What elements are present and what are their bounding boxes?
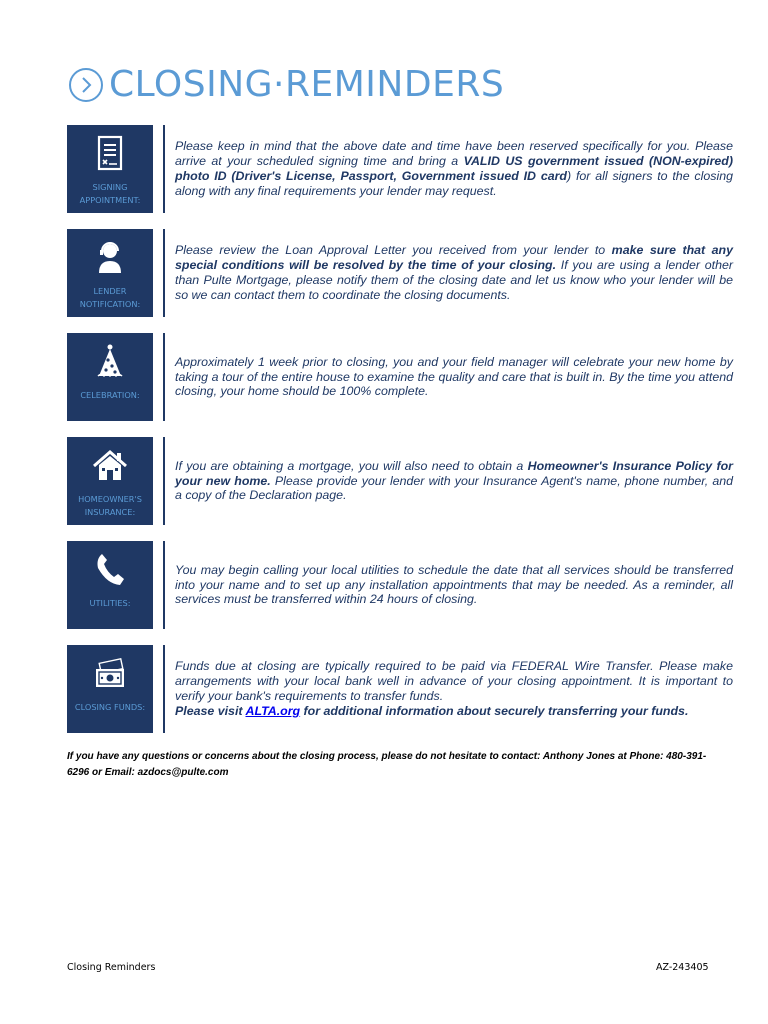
page-title <box>69 62 504 108</box>
house-icon <box>91 437 129 491</box>
phone-icon <box>93 541 127 595</box>
reminder-text <box>175 541 733 629</box>
reminder-label <box>78 493 142 518</box>
reminder-row <box>67 645 737 733</box>
reminder-label-line: HOMEOWNER'S <box>78 494 142 504</box>
reminder-icon-box <box>67 229 153 317</box>
divider <box>163 229 165 317</box>
body-text: If you are using a lender other than Pulte Mortgage, please notify them of the closing date and let us know who your lender will be so we can contact them to coordinate the closing documents. <box>175 258 733 302</box>
reminder-icon-box <box>67 437 153 525</box>
chevron-right-icon <box>69 68 103 102</box>
body-text: You may begin calling your local utilities to schedule the date that all services should be transferred into your name and to set up any installation appointments that may be needed. As a reminder, all services must be transferred within 24 hours of closing. <box>175 562 733 607</box>
divider <box>163 125 165 213</box>
reminder-label <box>80 181 141 206</box>
body-text: Approximately 1 week prior to closing, you and your field manager will celebrate your new home by taking a tour of the entire house to examine the quality and care that is built in. By the time you attend closing, your home should be 100% complete. <box>175 354 733 399</box>
reminder-row <box>67 333 737 421</box>
reminder-icon-box <box>67 541 153 629</box>
reminder-label-line: SIGNING <box>92 182 128 192</box>
contact-note: If you have any questions or concerns about the closing process, please do not hesitate to contact: Anthony Jones at Phone: 480-391-6296 or Email: azdocs@pulte.com <box>67 751 707 778</box>
body-text: Please visit <box>175 703 246 718</box>
reminder-label-line: APPOINTMENT: <box>79 194 141 205</box>
divider <box>163 333 165 421</box>
reminder-text <box>175 437 733 525</box>
body-text: Please review the Loan Approval Letter you received from your lender to <box>175 243 612 258</box>
party-hat-icon <box>93 333 127 387</box>
reminder-label-line: NOTIFICATION: <box>79 298 141 309</box>
reminder-label-line: CELEBRATION: <box>80 390 140 400</box>
divider <box>163 437 165 525</box>
body-text: Funds due at closing are typically required to be paid via FEDERAL Wire Transfer. Please make arrangements with your local bank well in advance of your closing appointment. It is important to verify your bank's requirements to transfer funds. <box>175 659 733 703</box>
reminder-row <box>67 125 737 213</box>
body-text: Please keep in mind that the above date and time have been reserved specifically for you. Please arrive at your scheduled signing time and bring a <box>175 139 733 169</box>
footer-title: Closing Reminders <box>67 962 156 973</box>
reminder-text <box>175 125 733 213</box>
reminder-text <box>175 645 733 733</box>
title-text: CLOSING·REMINDERS <box>109 64 505 105</box>
reminder-label-line: LENDER <box>93 286 127 296</box>
reminder-label <box>80 285 141 310</box>
body-text: Please provide your lender with your Insurance Agent's name, phone number, and a copy of the Declaration page. <box>175 473 733 503</box>
divider <box>163 645 165 733</box>
reminder-label-line: UTILITIES: <box>89 598 131 608</box>
reminder-icon-box <box>67 645 153 733</box>
body-text: ) for all signers to the closing along with any final requirements your lender may request. <box>175 169 733 198</box>
money-icon <box>91 645 129 699</box>
reminder-label <box>80 389 139 402</box>
emphasis-text: make sure that any special conditions will be resolved by the time of your closing. <box>175 243 733 273</box>
reminder-row <box>67 437 737 525</box>
reminder-icon-box <box>67 125 153 213</box>
body-text: If you are obtaining a mortgage, you will also need to obtain a <box>175 458 528 473</box>
reminder-label <box>75 701 145 714</box>
footer-doc-id: AZ-243405 <box>656 962 709 973</box>
reminder-label-line: CLOSING FUNDS: <box>74 702 146 712</box>
reminder-text <box>175 229 733 317</box>
reminder-row <box>67 541 737 629</box>
emphasis-text: Homeowner's Insurance Policy for your new home. <box>175 458 733 488</box>
emphasis-text: VALID US government issued (NON-expired) photo ID (Driver's License, Passport, Government issued ID card <box>175 154 734 183</box>
person-headset-icon <box>93 229 127 283</box>
body-text: for additional information about securely transferring your funds. <box>300 703 689 718</box>
divider <box>163 541 165 629</box>
reminder-label-line: INSURANCE: <box>84 506 136 517</box>
alta-link[interactable]: ALTA.org <box>245 703 301 718</box>
reminder-label <box>90 597 131 610</box>
document-icon <box>93 125 127 179</box>
reminder-icon-box <box>67 333 153 421</box>
reminder-text <box>175 333 733 421</box>
reminder-row <box>67 229 737 317</box>
